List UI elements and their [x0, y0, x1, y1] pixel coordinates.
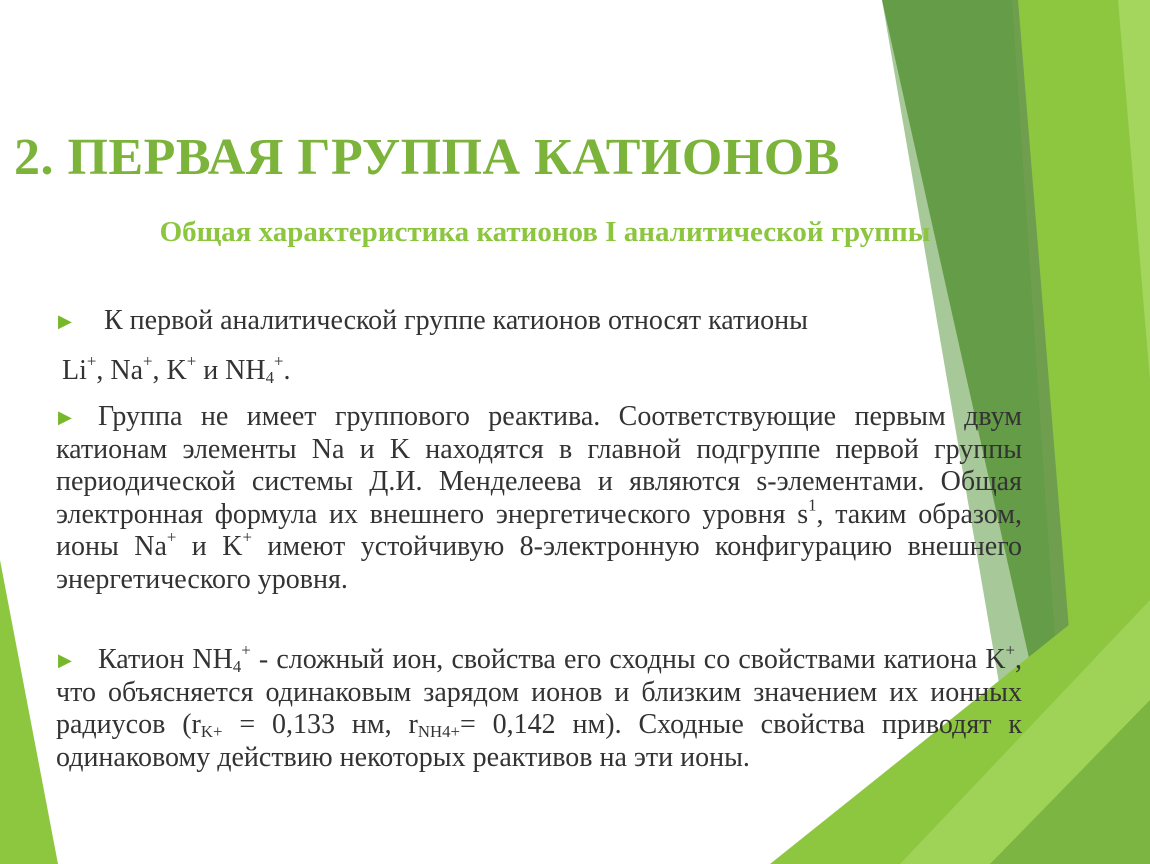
charge-plus: +	[143, 351, 153, 371]
subscript-four: 4	[232, 657, 242, 677]
period: .	[283, 355, 291, 386]
paragraph-3	[56, 640, 1023, 774]
paragraph-2-text: , таким образом, ионы Na	[56, 498, 1022, 562]
charge-plus: +	[86, 351, 97, 371]
slide-subtitle: Общая характеристика катионов I аналитической группы	[159, 216, 931, 248]
charge-plus: +	[186, 351, 197, 371]
paragraph-1-text: К первой аналитической группе катионов относят катионы	[104, 305, 808, 336]
subscript-k-plus: K+	[200, 722, 223, 742]
ion-li: Li	[62, 355, 87, 386]
paragraph-3-text: Катион NH	[98, 644, 233, 675]
charge-plus: +	[242, 527, 252, 547]
charge-plus: +	[1005, 640, 1016, 660]
charge-plus: +	[166, 527, 177, 547]
paragraph-2-text: имеют устойчивую 8-электронную конфигурацию внешнего энергетического уровня.	[56, 531, 1022, 595]
subscript-nh4-plus: NH4+	[417, 722, 460, 742]
subscript-four: 4	[265, 368, 275, 388]
ion-nh: и NH	[196, 355, 266, 386]
paragraph-3-text: = 0,142 нм). Сходные свойства приводят к одинаковому действию некоторых реактивов на эти ионы.	[56, 709, 1022, 773]
paragraph-3-text: , что объясняется одинаковым зарядом ионов и близким значением их ионных радиусов (r	[56, 644, 1023, 740]
slide-title: 2. ПЕРВАЯ ГРУППА КАТИОНОВ	[14, 129, 840, 186]
paragraph-3-text: = 0,133 нм, r	[222, 709, 418, 740]
triangle-bullet-icon: ▶	[58, 311, 72, 331]
paragraph-2	[56, 401, 1022, 596]
paragraph-2-text: Группа не имеет группового реактива. Соответствующие первым двум катионам элементы Na и K находятся в главной подгруппе первой группы периодической системы Д.И. Менделеева и являются s-элементами. Общая электронная формула их внешнего энергетического уровня s	[56, 401, 1022, 530]
paragraph-1-line-1	[104, 305, 1004, 338]
charge-plus: +	[241, 640, 251, 660]
superscript-one: 1	[808, 494, 817, 514]
charge-plus: +	[274, 351, 284, 371]
paragraph-1-line-2	[62, 351, 562, 388]
triangle-bullet-icon: ▶	[58, 407, 72, 427]
ion-na: , Na	[96, 355, 144, 386]
ion-k: , K	[152, 355, 187, 386]
paragraph-2-text: и K	[176, 531, 243, 562]
paragraph-3-text: - сложный ион, свойства его сходны со свойствами катиона K	[250, 644, 1006, 675]
triangle-bullet-icon: ▶	[58, 650, 72, 670]
